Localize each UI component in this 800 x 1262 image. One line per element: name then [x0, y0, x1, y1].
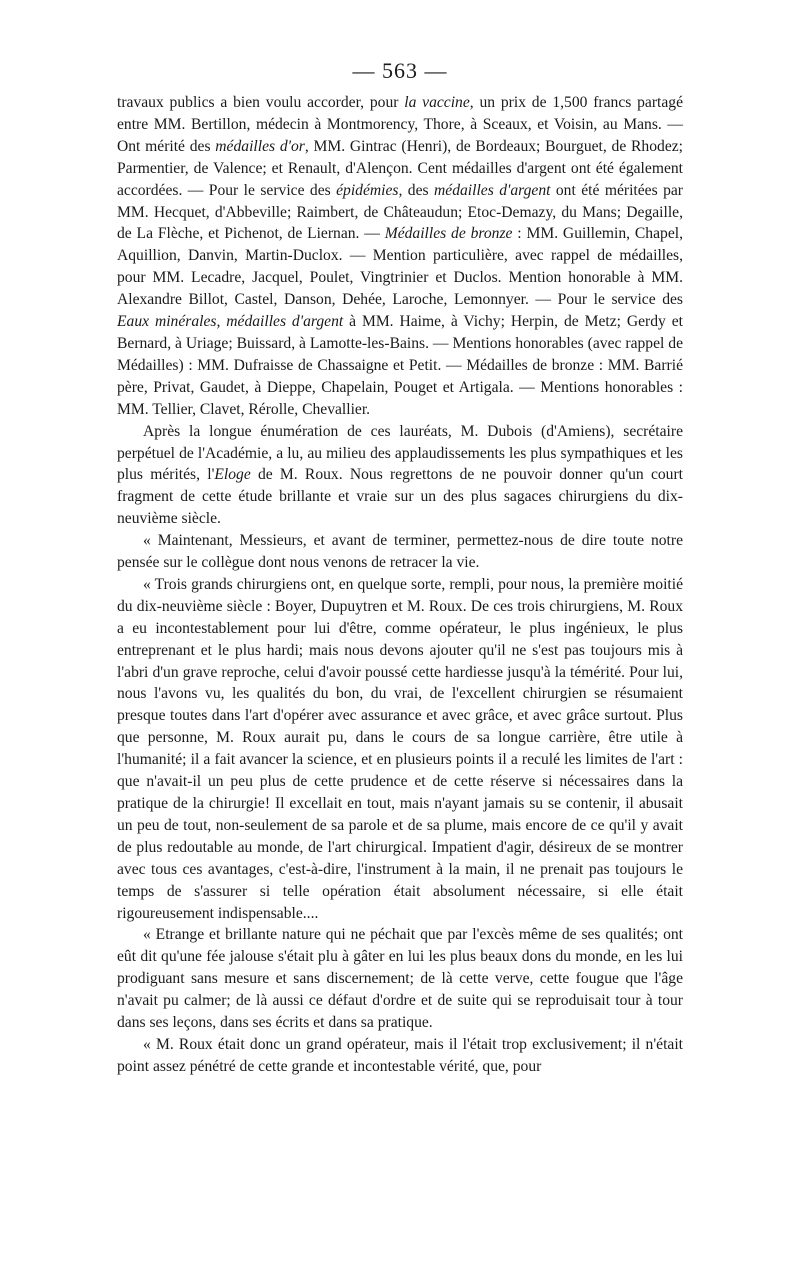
- paragraph: [117, 924, 683, 1034]
- italic-text: médailles d'argent: [434, 181, 551, 199]
- text-run: « Maintenant, Messieurs, et avant de terminer, permettez-nous de dire toute notre pensée sur le collègue dont nous venons de retracer la vie.: [117, 532, 683, 572]
- text-run: : MM. Guillemin, Chapel, Aquillion, Danvin, Martin-Duclox. — Mention particulière, avec rappel de médailles, pour MM. Lecadre, Jacquel, Poulet, Vingtrinier et Duclos. Mention honorable à MM. Alexandre Billot, Castel, Danson, Dehée, Laroche, Lemonnyer. — Pour le service des: [117, 225, 683, 309]
- text-run: « M. Roux était donc un grand opérateur, mais il l'était trop exclusivement; il n'était point assez pénétré de cette grande et incontestable vérité, que, pour: [117, 1035, 683, 1075]
- text-run: des: [402, 181, 435, 199]
- italic-text: Eaux minérales, médailles d'argent: [117, 313, 344, 331]
- paragraph: [117, 574, 683, 925]
- text-run: de M. Roux. Nous regrettons de ne pouvoir donner qu'un court fragment de cette étude brillante et vraie sur un des plus sagaces chirurgiens du dix-neuvième siècle.: [117, 466, 683, 528]
- paragraph: [117, 1034, 683, 1078]
- text-run: « Etrange et brillante nature qui ne péchait que par l'excès même de ses qualités; ont eût dit qu'une fée jalouse s'était plu à gâter en lui les plus beaux dons du monde, en les lui prodiguant sans mesure et sans discernement; de là cette verve, cette fougue que l'âge n'avait pu calmer; de là aussi ce défaut d'ordre et de suite qui se reproduisait tour à tour dans ses leçons, dans ses écrits et dans sa pratique.: [117, 926, 683, 1032]
- page-number: — 563 —: [352, 58, 448, 83]
- italic-text: la vaccine: [404, 94, 470, 111]
- text-run: , un prix de 1,500 francs partagé entre MM. Bertillon, médecin à Montmorency, Thore, à Sceaux, et Voisin, au Mans. — Ont mérité des: [117, 94, 683, 155]
- italic-text: médailles d'or: [215, 137, 305, 155]
- paragraph: [117, 92, 683, 421]
- italic-text: Médailles de bronze: [384, 225, 513, 243]
- text-run: , MM. Gintrac (Henri), de Bordeaux; Bourguet, de Rhodez; Parmentier, de Valence; et Renault, d'Alençon. Cent médailles d'argent ont été également accordées. — Pour le service des: [117, 137, 683, 199]
- italic-text: épidémies,: [336, 181, 403, 199]
- text-run: Après la longue énumération de ces lauréats, M. Dubois (d'Amiens), secrétaire perpétuel de l'Académie, a lu, au milieu des applaudissements les plus sympathiques et les plus mérités, l': [117, 422, 683, 484]
- text-run: ont été méritées par MM. Hecquet, d'Abbeville; Raimbert, de Châteaudun; Etoc-Demazy, du Mans; Degaille, de La Flèche, et Pichenot, de Liernan. —: [117, 181, 683, 243]
- text-run: « Trois grands chirurgiens ont, en quelque sorte, rempli, pour nous, la première moitié du dix-neuvième siècle : Boyer, Dupuytren et M. Roux. De ces trois chirurgiens, M. Roux a eu incontestablement pour lui d'être, comme opérateur, le plus ingénieux, le plus entreprenant et le plus hardi; mais nous devons ajouter qu'il ne s'est pas toujours mis à l'abri d'un grave reproche, celui d'avoir poussé cette hardiesse jusqu'à la témérité. Pour lui, nous l'avons vu, les qualités du bon, du vrai, de l'excellent chirurgien se résumaient presque toutes dans l'art d'opérer avec assurance et avec grâce, et avec grâce surtout. Plus que personne, M. Roux aurait pu, dans le cours de sa longue carrière, être utile à l'humanité; il a fait avancer la science, et en plusieurs points il a reculé les limites de l'art : que n'avait-il un peu plus de cette prudence et de cette réserve si nécessaires dans la pratique de la chirurgie! Il excellait en tout, mais n'ayant jamais su se contenir, il abusait un peu de tout, non-seulement de sa parole et de sa plume, mais encore de ce qu'il y avait de plus redoutable au monde, de l'art chirurgical. Impatient d'agir, désireux de se montrer avec tous ces avantages, c'est-à-dire, l'instrument à la main, il ne prenait pas toujours le temps de s'assurer si telle opération était absolument nécessaire, si elle était rigoureusement indispensable....: [117, 575, 683, 922]
- body-text: [117, 92, 683, 1078]
- italic-text: Eloge: [214, 466, 251, 484]
- paragraph: [117, 530, 683, 574]
- paragraph: [117, 421, 683, 531]
- text-run: travaux publics a bien voulu accorder, pour: [117, 94, 405, 111]
- text-run: à MM. Haime, à Vichy; Herpin, de Metz; Gerdy et Bernard, à Uriage; Buissard, à Lamotte-les-Bains. — Mentions honorables (avec rappel de Médailles) : MM. Dufraisse de Chassaigne et Petit. — Médailles de bronze : MM. Barrié père, Privat, Gaudet, à Dieppe, Chapelain, Pouget et Artigala. — Mentions honorables : MM. Tellier, Clavet, Rérolle, Chevallier.: [117, 313, 683, 418]
